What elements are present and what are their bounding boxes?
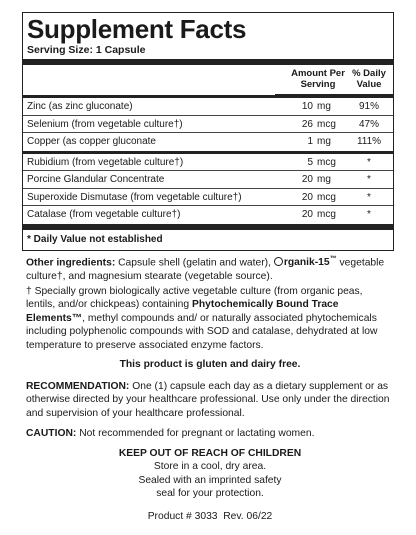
nutrient-daily-value: * [367, 156, 371, 168]
nutrient-row [23, 98, 393, 116]
nutrient-row [23, 189, 393, 207]
amount-per-serving-header: Amount Per Serving [291, 68, 345, 90]
supplement-facts-panel [22, 12, 394, 251]
nutrient-unit: mcg [317, 156, 336, 168]
other-ingredients-text-2: vegetable culture†, and magnesium stearate (vegetable source). [26, 257, 385, 282]
panel-title: Supplement Facts [27, 14, 247, 44]
storage-heading: KEEP OUT OF REACH OF CHILDREN [118, 448, 302, 459]
other-ingredients-text: Capsule shell (gelatin and water), [118, 257, 271, 269]
nutrient-unit: mcg [317, 209, 336, 220]
nutrient-row [23, 116, 393, 134]
caution-text: Not recommended for pregnant or lactating women. [79, 428, 315, 439]
recommendation-text: One (1) capsule each day as a dietary supplement or as otherwise directed by your healthcare professional. Use only under the direction and supervision of your healthcare professional. [26, 381, 390, 419]
other-ingredients-label: Other ingredients: [26, 257, 116, 269]
nutrient-name: Zinc (as zinc gluconate) [27, 101, 133, 112]
nutrient-unit: mg [317, 101, 331, 112]
caution-label: CAUTION: [26, 428, 77, 439]
nutrient-name: Porcine Glandular Concentrate [27, 174, 165, 185]
other-ingredients [26, 253, 394, 283]
nutrient-daily-value: 111% [356, 136, 382, 147]
nutrient-daily-value: * [367, 191, 371, 203]
nutrient-daily-value: * [367, 174, 371, 185]
serving-size: Serving Size: 1 Capsule [27, 44, 146, 56]
dagger-text: † Specially grown biologically active vegetable culture (from organic peas, lentils, and/or chickpeas) containing [26, 286, 363, 311]
storage-line-1: Store in a cool, dry area. [153, 461, 267, 473]
nutrient-row [23, 154, 393, 172]
gluten-statement [26, 358, 394, 371]
dagger-bold-term: Phytochemically Bound Trace Elements™ [26, 299, 339, 324]
nutrient-unit: mg [317, 174, 331, 185]
caution [26, 427, 394, 440]
gluten-text: This product is gluten and dairy free. [119, 359, 301, 370]
header-underline [275, 94, 393, 95]
nutrient-unit: mg [317, 136, 331, 147]
product-number: Product # 3033 Rev. 06/22 [147, 511, 273, 522]
nutrient-quantity: 10 [301, 101, 313, 112]
nutrient-name: Copper (as copper gluconate [27, 136, 156, 147]
daily-value-footnote: * Daily Value not established [27, 233, 163, 245]
nutrient-quantity: 5 [307, 156, 313, 168]
nutrient-daily-value: 47% [358, 118, 379, 130]
brand-name: rganik-15 [283, 257, 330, 269]
recommendation [26, 380, 394, 420]
organik-logo-icon [274, 257, 283, 266]
dagger-note [26, 285, 394, 352]
nutrient-group-1 [23, 98, 393, 151]
trademark: ™ [329, 256, 337, 263]
nutrient-quantity: 1 [307, 136, 313, 147]
storage-line-3: seal for your protection. [156, 488, 264, 500]
nutrient-group-2 [23, 154, 393, 224]
nutrient-name: Rubidium (from vegetable culture†) [27, 156, 184, 168]
nutrient-quantity: 20 [301, 191, 313, 203]
nutrient-row [23, 206, 393, 224]
storage-block [26, 447, 394, 501]
nutrient-daily-value: 91% [358, 101, 379, 112]
recommendation-label: RECOMMENDATION: [26, 381, 130, 392]
nutrient-name: Catalase (from vegetable culture†) [27, 209, 181, 220]
storage-line-2: Sealed with an imprinted safety [138, 474, 282, 486]
nutrient-unit: mcg [317, 118, 336, 130]
nutrient-name: Superoxide Dismutase (from vegetable culture†) [27, 191, 242, 203]
column-header [23, 65, 393, 95]
nutrient-unit: mcg [317, 191, 336, 203]
nutrient-quantity: 26 [301, 118, 313, 130]
nutrient-quantity: 20 [301, 174, 313, 185]
nutrient-row [23, 171, 393, 189]
nutrient-name: Selenium (from vegetable culture†) [27, 118, 183, 130]
nutrient-row [23, 133, 393, 151]
dagger-text-2: , methyl compounds and/ or naturally associated phytochemicals including polyphenolic compounds with SOD and catalase, dehydrated at low temperature to preserve associated enzyme factors. [26, 312, 378, 351]
nutrient-quantity: 20 [301, 209, 313, 220]
daily-value-header: % Daily Value [352, 68, 386, 90]
nutrient-daily-value: * [367, 209, 371, 220]
